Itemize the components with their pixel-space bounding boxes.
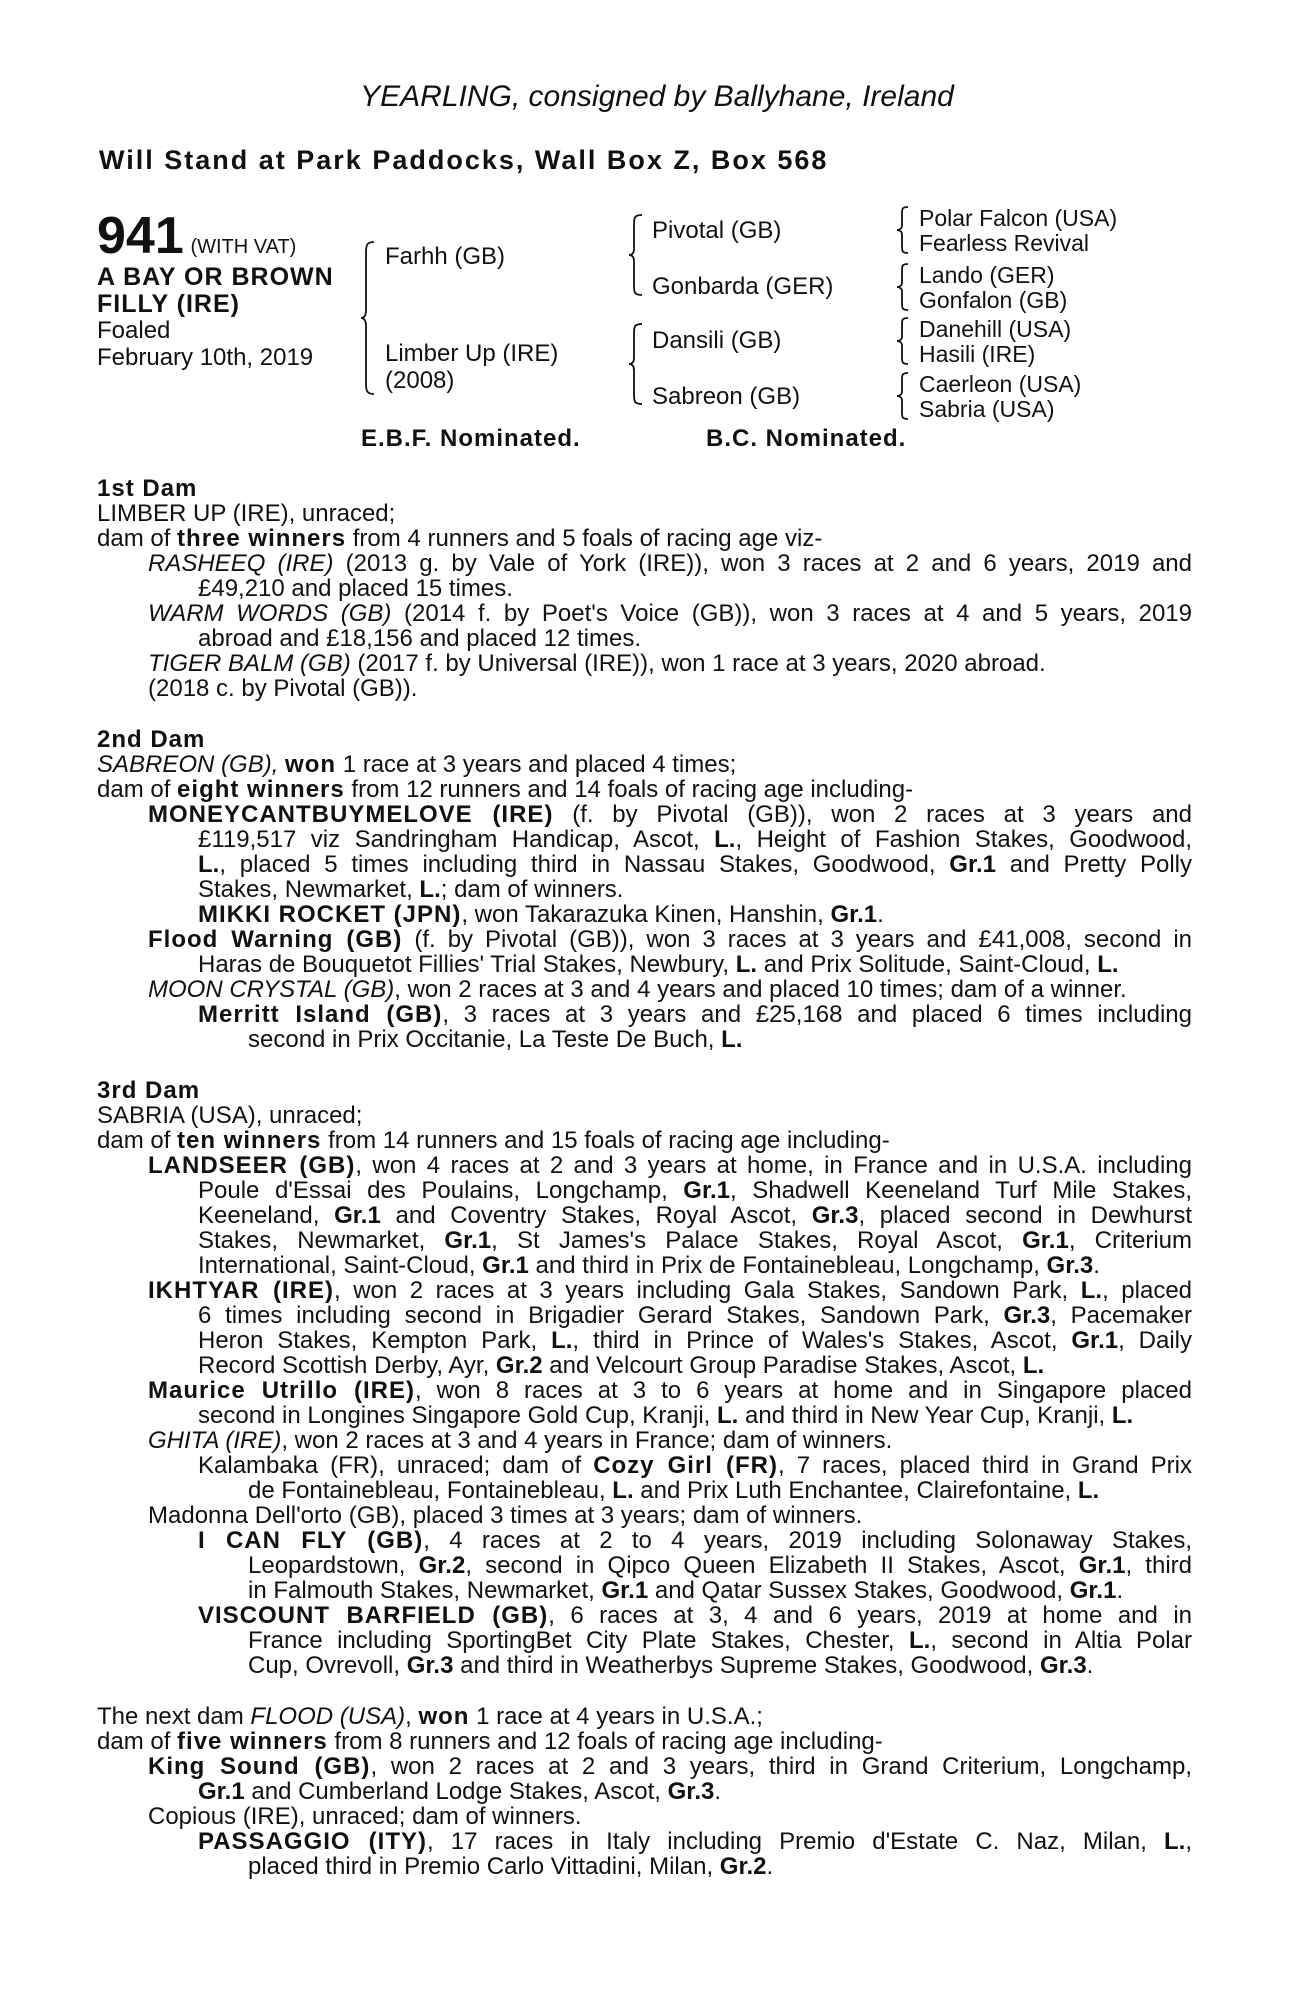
pedigree-ggs-3: Lando (GER) <box>919 262 1055 288</box>
foaled-date: February 10th, 2019 <box>97 344 314 371</box>
body-line: Heron Stakes, Kempton Park, L., third in Prince of Wales's Stakes, Ascot, Gr.1, Daily <box>198 1327 1192 1354</box>
body-line: RASHEEQ (IRE) (2013 g. by Vale of York (IRE)), won 3 races at 2 and 6 years, 2019 and <box>148 550 1193 577</box>
body-line: I CAN FLY (GB), 4 races at 2 to 4 years, 2019 including Solonaway Stakes, <box>198 1527 1192 1554</box>
body-line: second in Prix Occitanie, La Teste De Buch, L. <box>248 1026 743 1053</box>
pedigree-dam: Limber Up (IRE) <box>385 340 559 367</box>
body-line: de Fontainebleau, Fontainebleau, L. and Prix Luth Enchantee, Clairefontaine, L. <box>248 1477 1100 1504</box>
body-line: Record Scottish Derby, Ayr, Gr.2 and Velcourt Group Paradise Stakes, Ascot, L. <box>198 1352 1045 1379</box>
body-line: WARM WORDS (GB) (2014 f. by Poet's Voice (GB)), won 3 races at 4 and 5 years, 2019 <box>148 600 1192 627</box>
pedigree-ggs-8: Sabria (USA) <box>919 396 1055 422</box>
body-line: IKHTYAR (IRE), won 2 races at 3 years including Gala Stakes, Sandown Park, L., placed <box>148 1277 1193 1304</box>
body-line: GHITA (IRE), won 2 races at 3 and 4 years in France; dam of winners. <box>148 1427 893 1454</box>
body-line: placed third in Premio Carlo Vittadini, Milan, Gr.2. <box>248 1853 774 1880</box>
body-line: Copious (IRE), unraced; dam of winners. <box>148 1803 582 1830</box>
body-line: Leopardstown, Gr.2, second in Qipco Queen Elizabeth II Stakes, Ascot, Gr.1, third <box>248 1552 1192 1579</box>
section-third-dam: 3rd Dam <box>97 1077 201 1104</box>
body-line: £49,210 and placed 15 times. <box>198 575 513 602</box>
section-first-dam: 1st Dam <box>97 475 198 502</box>
body-line: France including SportingBet City Plate Stakes, Chester, L., second in Altia Polar <box>248 1627 1192 1654</box>
body-line: Gr.1 and Cumberland Lodge Stakes, Ascot, Gr.3. <box>198 1778 722 1805</box>
body-line: dam of five winners from 8 runners and 12 foals of racing age including- <box>97 1728 883 1755</box>
body-line: LIMBER UP (IRE), unraced; <box>97 500 396 527</box>
stand-location: Will Stand at Park Paddocks, Wall Box Z, Box 568 <box>99 145 829 175</box>
pedigree-bracket-ggs2 <box>896 262 912 312</box>
body-line: King Sound (GB), won 2 races at 2 and 3 years, third in Grand Criterium, Longchamp, <box>148 1753 1192 1780</box>
body-line: MIKKI ROCKET (JPN), won Takarazuka Kinen, Hanshin, Gr.1. <box>198 901 884 928</box>
body-line: MOON CRYSTAL (GB), won 2 races at 3 and 4 years and placed 10 times; dam of a winner. <box>148 976 1127 1003</box>
pedigree-sire: Farhh (GB) <box>385 243 506 270</box>
body-line: Keeneland, Gr.1 and Coventry Stakes, Royal Ascot, Gr.3, placed second in Dewhurst <box>198 1202 1192 1229</box>
body-line: Maurice Utrillo (IRE), won 8 races at 3 to 6 years at home and in Singapore placed <box>148 1377 1192 1404</box>
pedigree-sire-dam: Gonbarda (GER) <box>652 273 834 300</box>
vat-note: (WITH VAT) <box>190 236 297 258</box>
pedigree-bracket-ggs4 <box>896 371 912 421</box>
body-line: SABRIA (USA), unraced; <box>97 1102 363 1129</box>
lot-description-line1: A BAY OR BROWN <box>97 263 334 291</box>
foaled-label: Foaled <box>97 317 171 344</box>
body-line: Kalambaka (FR), unraced; dam of Cozy Girl (FR), 7 races, placed third in Grand Prix <box>198 1452 1193 1479</box>
pedigree-dam-sire: Dansili (GB) <box>652 327 782 354</box>
body-line: Stakes, Newmarket, Gr.1, St James's Palace Stakes, Royal Ascot, Gr.1, Criterium <box>198 1227 1193 1254</box>
body-line: 6 times including second in Brigadier Gerard Stakes, Sandown Park, Gr.3, Pacemaker <box>198 1302 1193 1329</box>
page-title: YEARLING, consigned by Ballyhane, Ireland <box>360 80 954 113</box>
body-line: PASSAGGIO (ITY), 17 races in Italy including Premio d'Estate C. Naz, Milan, L., <box>198 1828 1192 1855</box>
lot-description-line2: FILLY (IRE) <box>97 290 240 318</box>
body-line: Merritt Island (GB), 3 races at 3 years and £25,168 and placed 6 times including <box>198 1001 1192 1028</box>
body-line: dam of ten winners from 14 runners and 15 foals of racing age including- <box>97 1127 890 1154</box>
body-line: LANDSEER (GB), won 4 races at 2 and 3 years at home, in France and in U.S.A. including <box>148 1152 1193 1179</box>
pedigree-bracket-main <box>360 240 380 396</box>
body-line: Madonna Dell'orto (GB), placed 3 times at 3 years; dam of winners. <box>148 1502 863 1529</box>
body-line: TIGER BALM (GB) (2017 f. by Universal (IRE)), won 1 race at 3 years, 2020 abroad. <box>148 650 1046 677</box>
body-line: (2018 c. by Pivotal (GB)). <box>148 675 418 702</box>
body-line: dam of eight winners from 12 runners and 14 foals of racing age including- <box>97 776 914 803</box>
body-line: Stakes, Newmarket, L.; dam of winners. <box>198 876 624 903</box>
bc-nomination: B.C. Nominated. <box>706 425 907 452</box>
body-line: abroad and £18,156 and placed 12 times. <box>198 625 642 652</box>
body-line: second in Longines Singapore Gold Cup, Kranji, L. and third in New Year Cup, Kranji, L. <box>198 1402 1134 1429</box>
pedigree-bracket-ggs1 <box>896 205 912 255</box>
body-line: £119,517 viz Sandringham Handicap, Ascot, L., Height of Fashion Stakes, Goodwood, <box>198 826 1192 853</box>
body-line: International, Saint-Cloud, Gr.1 and third in Prix de Fontainebleau, Longchamp, Gr.3. <box>198 1252 1100 1279</box>
body-line: Haras de Bouquetot Fillies' Trial Stakes, Newbury, L. and Prix Solitude, Saint-Cloud, L. <box>198 951 1119 978</box>
body-line: in Falmouth Stakes, Newmarket, Gr.1 and Qatar Sussex Stakes, Goodwood, Gr.1. <box>248 1577 1124 1604</box>
body-line: MONEYCANTBUYMELOVE (IRE) (f. by Pivotal (GB)), won 2 races at 3 years and <box>148 801 1192 828</box>
body-line: SABREON (GB), won 1 race at 3 years and placed 4 times; <box>97 751 737 778</box>
lot-number: 941 <box>97 207 184 265</box>
pedigree-ggs-6: Hasili (IRE) <box>919 341 1036 367</box>
pedigree-dam-year: (2008) <box>385 367 455 394</box>
ebf-nomination: E.B.F. Nominated. <box>361 425 581 452</box>
body-line: VISCOUNT BARFIELD (GB), 6 races at 3, 4 and 6 years, 2019 at home and in <box>198 1602 1192 1629</box>
pedigree-bracket-dam <box>628 322 648 406</box>
pedigree-ggs-2: Fearless Revival <box>919 230 1089 256</box>
pedigree-bracket-ggs3 <box>896 316 912 366</box>
section-second-dam: 2nd Dam <box>97 726 206 753</box>
pedigree-bracket-sire <box>628 213 648 297</box>
pedigree-ggs-4: Gonfalon (GB) <box>919 287 1068 313</box>
pedigree-dam-dam: Sabreon (GB) <box>652 383 801 410</box>
body-line: The next dam FLOOD (USA), won 1 race at 4 years in U.S.A.; <box>97 1703 763 1730</box>
pedigree-ggs-1: Polar Falcon (USA) <box>919 205 1118 231</box>
body-line: Flood Warning (GB) (f. by Pivotal (GB)), won 3 races at 3 years and £41,008, second in <box>148 926 1193 953</box>
pedigree-ggs-7: Caerleon (USA) <box>919 371 1082 397</box>
body-line: dam of three winners from 4 runners and 5 foals of racing age viz- <box>97 525 823 552</box>
pedigree-sire-sire: Pivotal (GB) <box>652 217 782 244</box>
body-line: Poule d'Essai des Poulains, Longchamp, Gr.1, Shadwell Keeneland Turf Mile Stakes, <box>198 1177 1192 1204</box>
body-line: L., placed 5 times including third in Nassau Stakes, Goodwood, Gr.1 and Pretty Polly <box>198 851 1193 878</box>
pedigree-ggs-5: Danehill (USA) <box>919 316 1072 342</box>
body-line: Cup, Ovrevoll, Gr.3 and third in Weatherbys Supreme Stakes, Goodwood, Gr.3. <box>248 1652 1094 1679</box>
